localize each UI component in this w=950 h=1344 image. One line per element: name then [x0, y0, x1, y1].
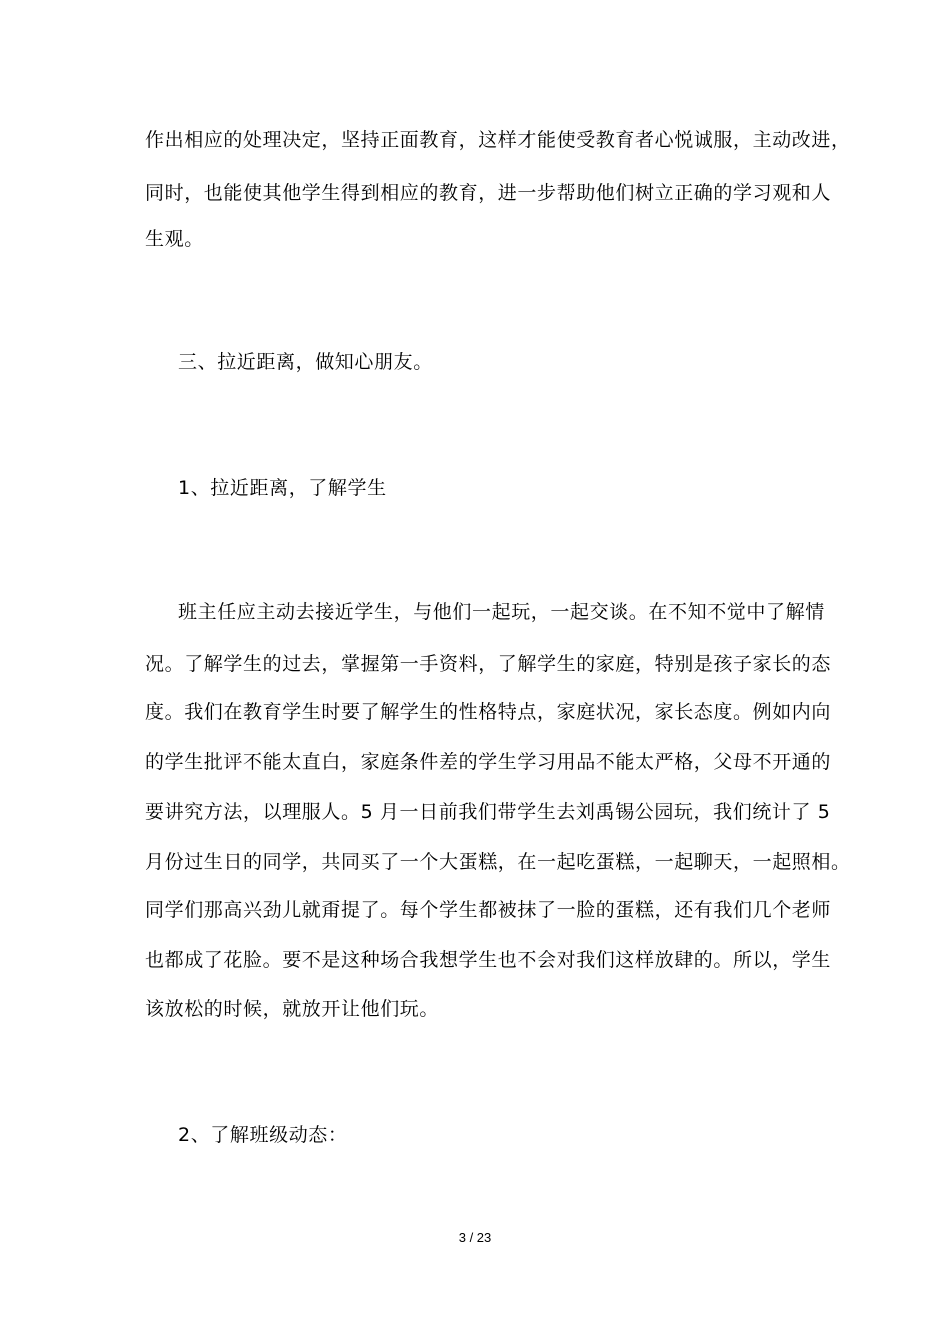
- subsection-heading: 1、拉近距离，了解学生: [178, 477, 387, 499]
- section-heading: 三、拉近距离，做知心朋友。: [178, 351, 433, 373]
- paragraph-line: 作出相应的处理决定，坚持正面教育，这样才能使受教育者心悦诚服，主动改进，: [145, 129, 851, 151]
- page-number: 3 / 23: [458, 1230, 492, 1245]
- paragraph-line: 度。我们在教育学生时要了解学生的性格特点，家庭状况，家长态度。例如内向: [145, 701, 832, 723]
- paragraph-line: 同时，也能使其他学生得到相应的教育，进一步帮助他们树立正确的学习观和人: [145, 182, 832, 204]
- paragraph-line: 生观。: [145, 228, 204, 250]
- paragraph-line: 况。了解学生的过去，掌握第一手资料，了解学生的家庭，特别是孩子家长的态: [145, 653, 832, 675]
- paragraph-line: 月份过生日的同学，共同买了一个大蛋糕，在一起吃蛋糕，一起聊天，一起照相。: [145, 851, 851, 873]
- paragraph-line: 该放松的时候，就放开让他们玩。: [145, 998, 440, 1020]
- paragraph-line: 也都成了花脸。要不是这种场合我想学生也不会对我们这样放肆的。所以，学生: [145, 949, 832, 971]
- subsection-heading: 2、了解班级动态：: [178, 1124, 348, 1146]
- paragraph-line: 班主任应主动去接近学生，与他们一起玩，一起交谈。在不知不觉中了解情: [178, 601, 825, 623]
- paragraph-line: 要讲究方法，以理服人。5 月一日前我们带学生去刘禹锡公园玩，我们统计了 5: [145, 801, 831, 823]
- paragraph-line: 的学生批评不能太直白，家庭条件差的学生学习用品不能太严格，父母不开通的: [145, 751, 832, 773]
- paragraph-line: 同学们那高兴劲儿就甭提了。每个学生都被抹了一脸的蛋糕，还有我们几个老师: [145, 899, 832, 921]
